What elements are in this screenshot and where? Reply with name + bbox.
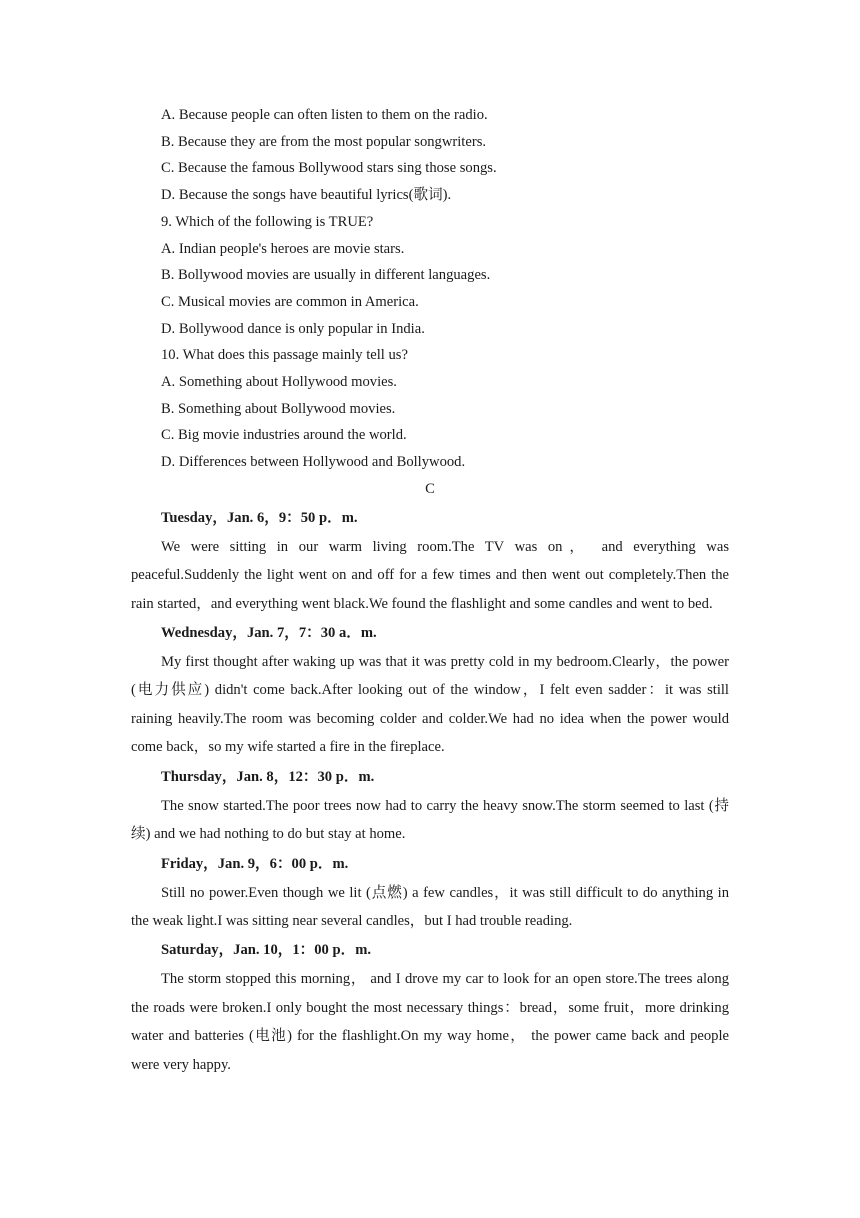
q8-option-c: C. Because the famous Bollywood stars sing those songs. [161,160,497,177]
entry-heading: Saturday，Jan. 10，1：00 p．m. [161,942,372,959]
entry-heading: Wednesday，Jan. 7，7：30 a．m. [161,625,377,642]
q10-option-a: A. Something about Hollywood movies. [161,374,397,391]
entry-text: Still no power.Even though we lit (点燃) a few candles，it was still difficult to do anything in the weak light.I was sitting near several candles，but I had trouble reading. [131,884,729,929]
q9-option-b: B. Bollywood movies are usually in different languages. [161,267,491,284]
entry-heading: Thursday，Jan. 8，12：30 p．m. [161,768,375,785]
section-label: C [425,480,435,497]
document-page [131,102,729,1079]
diary-entry-thursday [131,763,729,849]
diary-entry-saturday [131,936,729,1079]
q10-option-b: B. Something about Bollywood movies. [161,400,396,417]
question-10 [131,342,729,476]
q8-option-a: A. Because people can often listen to them on the radio. [161,107,488,123]
q9-stem: 9. Which of the following is TRUE? [161,213,374,230]
q10-option-c: C. Big movie industries around the world. [161,427,407,444]
q9-option-c: C. Musical movies are common in America. [161,293,419,310]
q10-stem: 10. What does this passage mainly tell us? [161,347,408,364]
entry-heading: Tuesday，Jan. 6，9：50 p．m. [161,509,358,526]
diary-entry-tuesday [131,504,729,618]
question-8-options [131,102,729,209]
q9-option-d: D. Bollywood dance is only popular in India. [161,320,425,337]
diary-entry-wednesday [131,619,729,762]
diary-entry-friday [131,850,729,936]
entry-text: The snow started.The poor trees now had to carry the heavy snow.The storm seemed to last (持续) and we had nothing to do but stay at home. [131,797,729,843]
q8-option-b: B. Because they are from the most popular songwriters. [161,133,487,150]
question-9 [131,209,729,343]
q10-option-d: D. Differences between Hollywood and Bollywood. [161,454,466,471]
q9-option-a: A. Indian people's heroes are movie stars. [161,240,405,257]
entry-text: My first thought after waking up was that it was pretty cold in my bedroom.Clearly，the power (电力供应) didn't come back.After looking out of the window，I felt even sadder：it was still raining heavily.The room was becoming colder and colder.We had no idea when the power would come back，so my wife started a fire in the fireplace. [131,654,729,756]
q8-option-d: D. Because the songs have beautiful lyrics(歌词). [161,187,452,204]
entry-text: The storm stopped this morning， and I drove my car to look for an open store.The trees along the roads were broken.I only bought the most necessary things：bread，some fruit，more drinking water and batteries (电池) for the flashlight.On my way home， the power came back and people were very happy. [131,971,729,1073]
entry-text: We were sitting in our warm living room.The TV was on， and everything was peaceful.Suddenly the light went on and off for a few times and then went out completely.Then the rain started，and everything went black.We found the flashlight and some candles and went to bed. [131,538,729,612]
entry-heading: Friday，Jan. 9，6：00 p．m. [161,855,349,872]
